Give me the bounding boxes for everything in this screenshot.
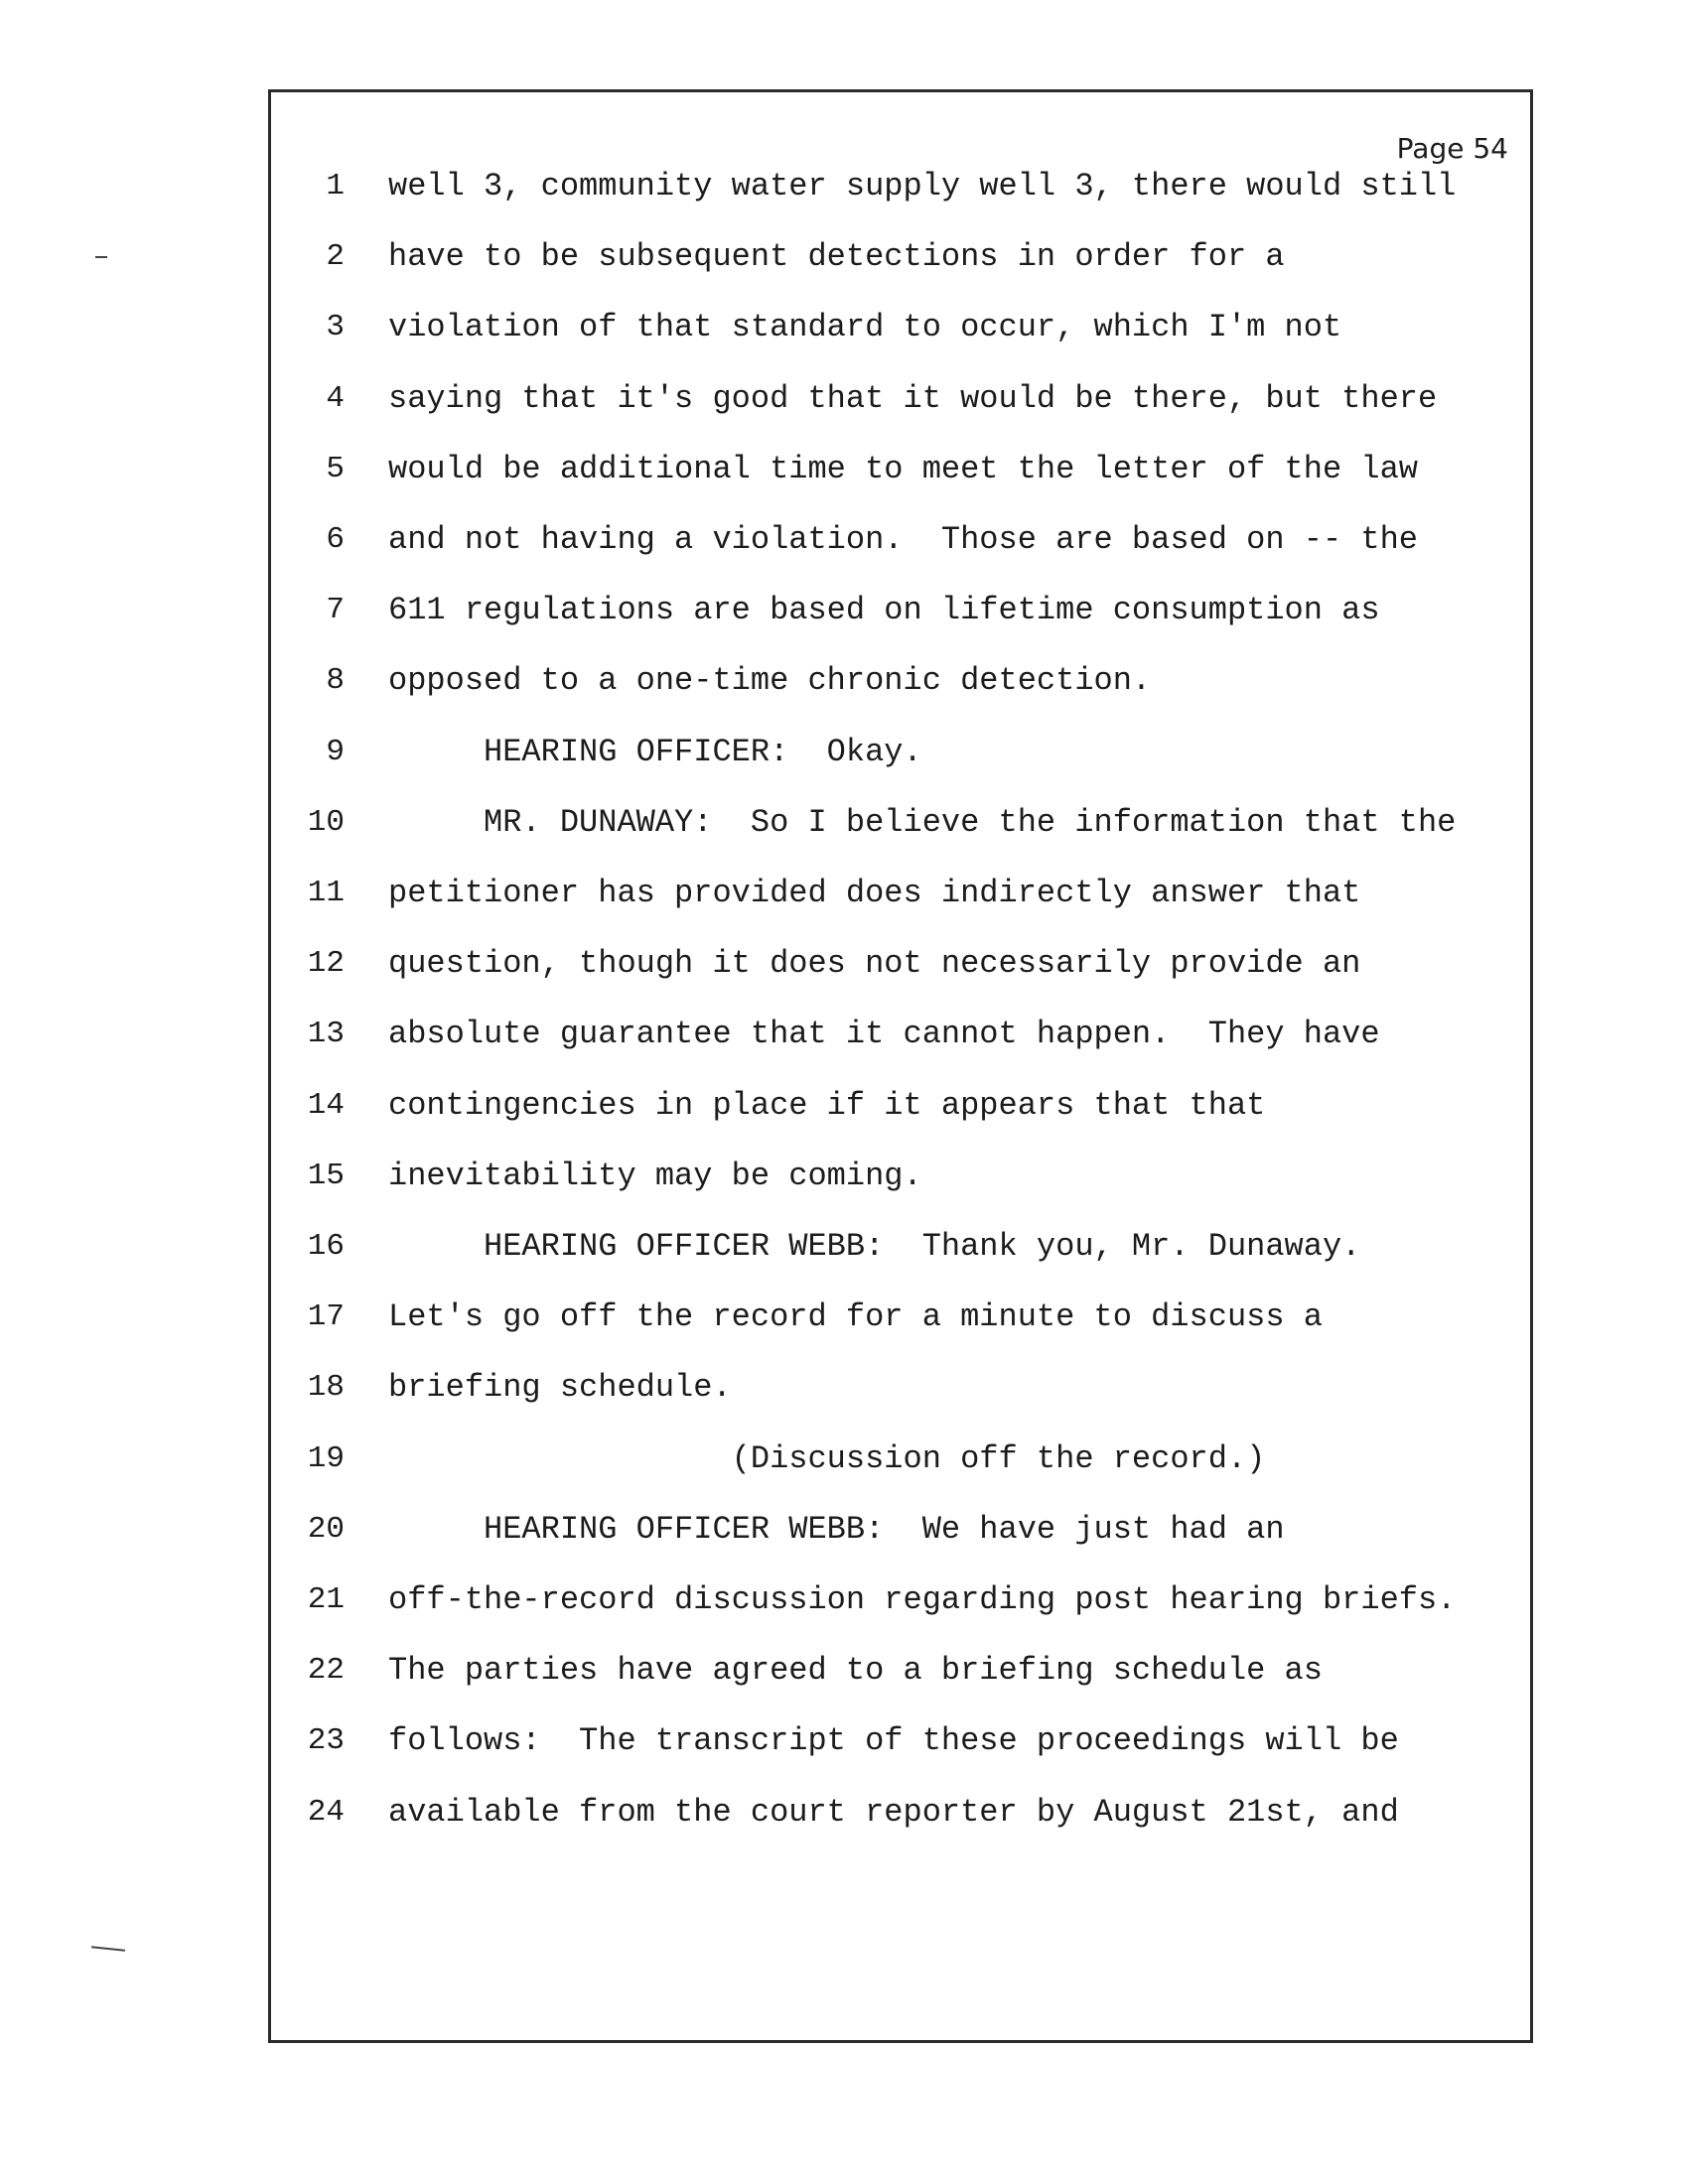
- line-number: 21: [307, 1582, 345, 1617]
- line-number: 5: [326, 451, 345, 486]
- line-text: contingencies in place if it appears that that: [388, 1086, 1266, 1124]
- line-number: 8: [326, 663, 345, 699]
- line-text: well 3, community water supply well 3, there would still: [388, 168, 1457, 205]
- line-number: 2: [326, 239, 345, 275]
- transcript-page: [268, 89, 1533, 2043]
- line-number: 10: [307, 804, 345, 840]
- line-text: have to be subsequent detections in order for a: [388, 238, 1285, 276]
- line-text: petitioner has provided does indirectly answer that: [388, 875, 1361, 911]
- page-number: Page 54: [1396, 132, 1508, 165]
- line-number: 24: [307, 1794, 345, 1830]
- line-text: off-the-record discussion regarding post hearing briefs.: [388, 1581, 1457, 1618]
- line-text: MR. DUNAWAY: So I believe the information that the: [388, 803, 1457, 841]
- line-number: 19: [307, 1440, 345, 1476]
- transcript-line: [271, 1434, 1530, 1484]
- transcript-line: [271, 869, 1530, 918]
- line-number: 15: [307, 1158, 345, 1193]
- transcript-line: [271, 1363, 1530, 1413]
- line-text: available from the court reporter by August 21st, and: [388, 1793, 1399, 1831]
- line-number: 6: [326, 522, 345, 557]
- line-number: 1: [326, 169, 345, 204]
- line-number: 17: [307, 1299, 345, 1335]
- line-text: HEARING OFFICER WEBB: We have just had an: [388, 1510, 1285, 1548]
- line-text: HEARING OFFICER: Okay.: [388, 733, 922, 770]
- line-text: follows: The transcript of these proceedings will be: [388, 1722, 1399, 1760]
- transcript-line: [271, 1152, 1530, 1201]
- line-text: HEARING OFFICER WEBB: Thank you, Mr. Dunaway.: [388, 1228, 1361, 1265]
- line-number: 13: [307, 1017, 345, 1052]
- margin-tick-mark: [95, 256, 107, 258]
- transcript-line: [271, 162, 1530, 211]
- transcript-line: [271, 303, 1530, 352]
- line-number: 9: [326, 734, 345, 769]
- transcript-line: [271, 1081, 1530, 1131]
- line-number: 3: [326, 310, 345, 345]
- line-text: Let's go off the record for a minute to discuss a: [388, 1298, 1323, 1336]
- transcript-line: [271, 1222, 1530, 1272]
- line-number: 14: [307, 1087, 345, 1123]
- transcript-line: [271, 1010, 1530, 1059]
- line-text: saying that it's good that it would be there, but there: [388, 379, 1438, 417]
- line-text: and not having a violation. Those are based on -- the: [388, 521, 1418, 558]
- line-number: 20: [307, 1511, 345, 1547]
- transcript-line: [271, 445, 1530, 494]
- transcript-line: [271, 1575, 1530, 1625]
- line-number: 12: [307, 946, 345, 982]
- transcript-line: [271, 1646, 1530, 1696]
- transcript-line: [271, 515, 1530, 565]
- line-number: 23: [307, 1723, 345, 1759]
- line-text: inevitability may be coming.: [388, 1157, 922, 1194]
- line-number: 16: [307, 1229, 345, 1264]
- line-text: 611 regulations are based on lifetime consumption as: [388, 592, 1380, 629]
- transcript-line: [271, 728, 1530, 777]
- line-number: 11: [307, 876, 345, 910]
- line-number: 18: [307, 1370, 345, 1406]
- line-text: absolute guarantee that it cannot happen. They have: [388, 1016, 1380, 1053]
- line-number: 22: [307, 1653, 345, 1689]
- transcript-line: [271, 1293, 1530, 1342]
- line-text: would be additional time to meet the letter of the law: [388, 450, 1418, 487]
- line-text: (Discussion off the record.): [388, 1439, 1266, 1477]
- transcript-line: [271, 1505, 1530, 1555]
- line-text: The parties have agreed to a briefing schedule as: [388, 1652, 1323, 1690]
- margin-curve-mark: [91, 1946, 125, 1952]
- transcript-line: [271, 1716, 1530, 1766]
- line-text: briefing schedule.: [388, 1369, 732, 1407]
- transcript-line: [271, 656, 1530, 706]
- transcript-line: [271, 939, 1530, 989]
- line-text: violation of that standard to occur, which I'm not: [388, 309, 1342, 346]
- line-text: opposed to a one-time chronic detection.: [388, 662, 1152, 700]
- transcript-line: [271, 232, 1530, 282]
- transcript-line: [271, 374, 1530, 424]
- line-text: question, though it does not necessarily provide an: [388, 945, 1361, 983]
- transcript-line: [271, 798, 1530, 848]
- transcript-line: [271, 1788, 1530, 1838]
- line-number: 4: [326, 380, 345, 416]
- line-number: 7: [326, 593, 345, 628]
- transcript-line: [271, 586, 1530, 635]
